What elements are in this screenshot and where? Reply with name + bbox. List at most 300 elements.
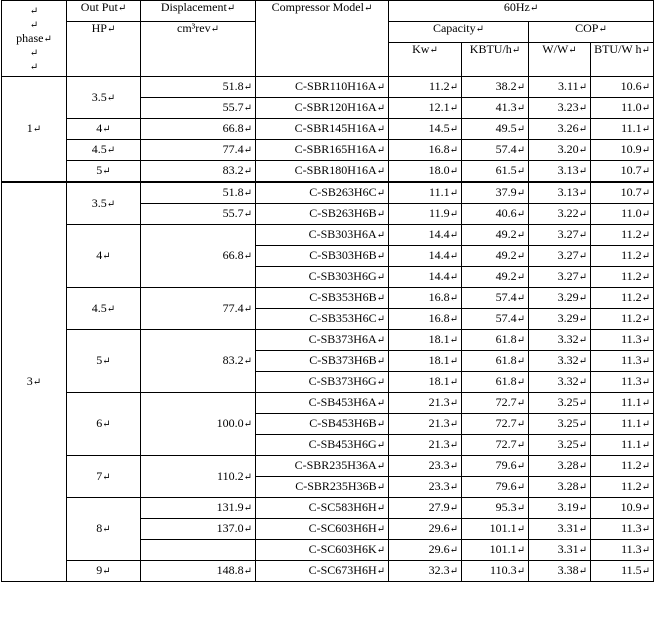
kbtuh-cell: 57.4↵ <box>462 309 529 330</box>
table-row <box>2 182 654 204</box>
displacement-cell-value: 55.7 <box>222 206 244 220</box>
freq-header: 60Hz↵ <box>389 1 654 22</box>
hp-cell-value: 9 <box>96 563 103 577</box>
btuwh-cell-value: 11.5 <box>621 563 642 577</box>
ww-cell: 3.31↵ <box>529 519 591 540</box>
table-row <box>2 140 654 161</box>
model-cell: C-SB263H6C↵ <box>256 182 389 204</box>
phase-header-label: phase <box>16 30 44 45</box>
ww-cell-value: 3.13 <box>557 185 579 199</box>
ww-cell-value: 3.22 <box>557 206 579 220</box>
capacity-header: Capacity↵ <box>389 22 529 43</box>
displacement-header: Displacement↵ <box>141 1 256 22</box>
ww-cell: 3.27↵ <box>529 267 591 288</box>
btuwh-cell: 11.3↵ <box>591 330 654 351</box>
phase-cell: 3↵ <box>2 182 67 582</box>
displacement-cell <box>141 540 256 561</box>
capacity-header-label: Capacity <box>432 21 476 35</box>
kw-cell: 18.1↵ <box>389 372 462 393</box>
hp-cell-value: 5 <box>96 163 103 177</box>
model-cell-value: C-SB373H6B <box>309 353 377 367</box>
kw-cell-value: 27.9 <box>428 500 450 514</box>
kbtuh-cell: 49.2↵ <box>462 246 529 267</box>
btuwh-cell: 11.2↵ <box>591 267 654 288</box>
displacement-cell-value: 77.4 <box>222 300 244 315</box>
kw-cell-value: 11.1 <box>429 185 450 199</box>
btuwh-cell: 11.1↵ <box>591 414 654 435</box>
kbtuh-cell-value: 61.8 <box>495 353 517 367</box>
ww-cell-value: 3.20 <box>557 142 579 156</box>
ww-cell-value: 3.38 <box>557 563 579 577</box>
model-cell-value: C-SB263H6C <box>309 185 377 199</box>
cop-header: COP↵ <box>529 22 654 43</box>
ww-cell: 3.31↵ <box>529 540 591 561</box>
kbtuh-cell: 41.3↵ <box>462 98 529 119</box>
hp-header-label: HP <box>91 21 107 35</box>
kbtuh-cell-value: 49.2 <box>495 269 517 283</box>
table-row <box>2 456 654 477</box>
kw-cell: 11.9↵ <box>389 204 462 225</box>
kbtuh-header-label: KBTU/h <box>469 42 512 56</box>
model-cell-value: C-SB303H6G <box>308 269 377 283</box>
btuwh-cell-value: 11.1 <box>621 395 642 409</box>
displacement-cell: 55.7↵ <box>141 204 256 225</box>
model-cell-value: C-SB453H6A <box>308 395 377 409</box>
model-cell: C-SB373H6B↵ <box>256 351 389 372</box>
hp-cell: 8↵ <box>67 498 141 561</box>
hp-cell: 4.5↵ <box>67 288 141 330</box>
displacement-cell-value: 137.0 <box>216 521 244 535</box>
ww-cell: 3.22↵ <box>529 204 591 225</box>
ww-cell: 3.32↵ <box>529 351 591 372</box>
hp-cell-value: 6 <box>96 416 103 430</box>
hp-cell-value: 5 <box>96 353 103 367</box>
kbtuh-cell-value: 79.6 <box>495 479 517 493</box>
model-cell-value: C-SBR165H16A <box>294 142 377 156</box>
kbtuh-cell-value: 57.4 <box>495 311 517 325</box>
btuwh-cell: 11.3↵ <box>591 372 654 393</box>
table-row <box>2 77 654 98</box>
kbtuh-cell-value: 101.1 <box>489 521 517 535</box>
kbtuh-cell-value: 49.5 <box>495 121 517 135</box>
kw-cell: 11.2↵ <box>389 77 462 98</box>
model-cell-value: C-SBR145H16A <box>294 121 377 135</box>
kw-cell-value: 11.9 <box>429 206 450 220</box>
model-cell: C-SB353H6C↵ <box>256 309 389 330</box>
kbtuh-cell-value: 79.6 <box>495 458 517 472</box>
btuwh-cell: 11.2↵ <box>591 477 654 498</box>
kbtuh-cell-value: 57.4 <box>495 290 517 304</box>
model-cell-value: C-SC583H6H <box>308 500 377 514</box>
kw-cell: 23.3↵ <box>389 477 462 498</box>
table-row <box>2 119 654 140</box>
btuwh-cell-value: 11.1 <box>621 416 642 430</box>
kbtuh-cell-value: 49.2 <box>495 227 517 241</box>
btuwh-cell: 11.0↵ <box>591 204 654 225</box>
kw-cell: 14.4↵ <box>389 246 462 267</box>
btuwh-header-label: BTU/W h <box>594 42 642 56</box>
kbtuh-cell-value: 72.7 <box>495 437 517 451</box>
ww-cell-value: 3.32 <box>557 332 579 346</box>
displacement-cell: 100.0↵ <box>141 393 256 456</box>
ww-cell: 3.29↵ <box>529 288 591 309</box>
model-cell: C-SC583H6H↵ <box>256 498 389 519</box>
kbtuh-cell: 95.3↵ <box>462 498 529 519</box>
ww-cell: 3.19↵ <box>529 498 591 519</box>
btuwh-cell-value: 11.2 <box>621 458 642 472</box>
btuwh-cell: 11.5↵ <box>591 561 654 582</box>
model-cell-value: C-SB303H6A <box>308 227 377 241</box>
displacement-cell-value: 110.2 <box>217 468 244 483</box>
kw-cell-value: 16.8 <box>428 142 450 156</box>
displacement-cell: 83.2↵ <box>141 330 256 393</box>
displacement-cell-value: 77.4 <box>222 142 244 156</box>
btuwh-cell: 11.3↵ <box>591 519 654 540</box>
kbtuh-header: KBTU/h↵ <box>462 43 529 77</box>
kbtuh-cell-value: 57.4 <box>495 142 517 156</box>
table-row <box>2 225 654 246</box>
table-row <box>2 561 654 582</box>
kbtuh-cell-value: 72.7 <box>495 416 517 430</box>
displacement-cell-value: 66.8 <box>222 248 244 262</box>
kbtuh-cell-value: 95.3 <box>495 500 517 514</box>
kbtuh-cell: 110.3↵ <box>462 561 529 582</box>
kbtuh-cell: 38.2↵ <box>462 77 529 98</box>
btuwh-cell-value: 10.9 <box>620 500 642 514</box>
kbtuh-cell: 101.1↵ <box>462 540 529 561</box>
hp-cell-value: 4.5 <box>91 300 107 315</box>
ww-cell: 3.28↵ <box>529 477 591 498</box>
kw-cell-value: 32.3 <box>428 563 450 577</box>
output-header-label: Out Put <box>80 0 118 14</box>
displacement-cell-value: 51.8 <box>222 185 244 199</box>
compressor-model-header-label: Compressor Model <box>271 0 364 14</box>
kw-cell-value: 14.5 <box>428 121 450 135</box>
ww-cell: 3.27↵ <box>529 246 591 267</box>
btuwh-cell-value: 10.7 <box>620 185 642 199</box>
model-cell: C-SB453H6G↵ <box>256 435 389 456</box>
hp-cell: 4.5↵ <box>67 140 141 161</box>
ww-cell: 3.27↵ <box>529 225 591 246</box>
ww-cell: 3.13↵ <box>529 161 591 183</box>
ww-cell-value: 3.26 <box>557 121 579 135</box>
kw-cell-value: 21.3 <box>428 416 450 430</box>
kbtuh-cell: 49.2↵ <box>462 225 529 246</box>
kw-cell: 21.3↵ <box>389 393 462 414</box>
model-cell: C-SB453H6A↵ <box>256 393 389 414</box>
kbtuh-cell: 79.6↵ <box>462 477 529 498</box>
kw-cell: 29.6↵ <box>389 540 462 561</box>
kw-cell: 27.9↵ <box>389 498 462 519</box>
kbtuh-cell: 57.4↵ <box>462 288 529 309</box>
kw-cell-value: 16.8 <box>428 290 450 304</box>
kbtuh-cell: 61.8↵ <box>462 330 529 351</box>
ww-cell-value: 3.32 <box>557 374 579 388</box>
kbtuh-cell-value: 61.8 <box>495 332 517 346</box>
btuwh-cell: 11.3↵ <box>591 351 654 372</box>
output-header: Out Put↵ <box>67 1 141 22</box>
ww-cell: 3.28↵ <box>529 456 591 477</box>
phase-header: ↵ ↵ phase↵ ↵ ↵ <box>2 1 67 77</box>
kbtuh-cell: 61.5↵ <box>462 161 529 183</box>
kbtuh-cell: 49.5↵ <box>462 119 529 140</box>
hp-header: HP↵ <box>67 22 141 77</box>
displacement-cell: 131.9↵ <box>141 498 256 519</box>
kw-cell-value: 23.3 <box>428 458 450 472</box>
ww-cell-value: 3.27 <box>557 269 579 283</box>
ww-cell-value: 3.29 <box>557 290 579 304</box>
displacement-header-label: Displacement <box>160 0 227 14</box>
btuwh-cell: 10.6↵ <box>591 77 654 98</box>
displacement-cell-value: 51.8 <box>222 79 244 93</box>
kbtuh-cell: 49.2↵ <box>462 267 529 288</box>
btuwh-cell-value: 11.2 <box>621 311 642 325</box>
displacement-cell-value: 131.9 <box>216 500 244 514</box>
model-cell: C-SB373H6G↵ <box>256 372 389 393</box>
btuwh-cell-value: 11.3 <box>621 521 642 535</box>
ww-cell-value: 3.27 <box>557 227 579 241</box>
ww-cell: 3.20↵ <box>529 140 591 161</box>
btuwh-cell: 11.2↵ <box>591 456 654 477</box>
btuwh-cell: 11.2↵ <box>591 225 654 246</box>
btuwh-cell-value: 11.3 <box>621 374 642 388</box>
kbtuh-cell-value: 72.7 <box>495 395 517 409</box>
displacement-cell-value: 83.2 <box>222 163 244 177</box>
btuwh-cell: 10.9↵ <box>591 140 654 161</box>
btuwh-cell-value: 10.6 <box>620 79 642 93</box>
table-row <box>2 393 654 414</box>
btuwh-cell: 11.2↵ <box>591 309 654 330</box>
kbtuh-cell: 72.7↵ <box>462 414 529 435</box>
kw-cell: 29.6↵ <box>389 519 462 540</box>
hp-cell: 3.5↵ <box>67 77 141 119</box>
btuwh-cell: 11.1↵ <box>591 393 654 414</box>
displacement-cell-value: 55.7 <box>222 100 244 114</box>
model-cell-value: C-SBR110H16A <box>295 79 377 93</box>
kw-cell: 14.5↵ <box>389 119 462 140</box>
hp-cell: 4↵ <box>67 225 141 288</box>
displacement-cell: 77.4↵ <box>141 288 256 330</box>
cop-header-label: COP <box>575 21 599 35</box>
hp-cell: 6↵ <box>67 393 141 456</box>
table-row <box>2 330 654 351</box>
kw-cell: 21.3↵ <box>389 414 462 435</box>
displacement-cell-value: 83.2 <box>222 353 244 367</box>
ww-cell: 3.32↵ <box>529 372 591 393</box>
ww-cell: 3.25↵ <box>529 435 591 456</box>
ww-cell: 3.26↵ <box>529 119 591 140</box>
kbtuh-cell: 37.9↵ <box>462 182 529 204</box>
ww-cell: 3.13↵ <box>529 182 591 204</box>
model-cell-value: C-SB373H6A <box>308 332 377 346</box>
btuwh-cell: 10.7↵ <box>591 182 654 204</box>
ww-cell-value: 3.13 <box>557 163 579 177</box>
kbtuh-cell: 101.1↵ <box>462 519 529 540</box>
model-cell: C-SBR165H16A↵ <box>256 140 389 161</box>
kbtuh-cell-value: 61.8 <box>495 374 517 388</box>
displacement-unit-header: cm³rev↵ <box>141 22 256 77</box>
model-cell: C-SBR110H16A↵ <box>256 77 389 98</box>
displacement-cell: 77.4↵ <box>141 140 256 161</box>
kw-cell-value: 18.0 <box>428 163 450 177</box>
kbtuh-cell-value: 49.2 <box>495 248 517 262</box>
ww-cell-value: 3.25 <box>557 416 579 430</box>
btuwh-cell: 10.7↵ <box>591 161 654 183</box>
kbtuh-cell-value: 40.6 <box>495 206 517 220</box>
kw-cell: 12.1↵ <box>389 98 462 119</box>
displacement-cell-value: 66.8 <box>222 121 244 135</box>
ww-cell-value: 3.11 <box>558 79 579 93</box>
btuwh-cell-value: 11.3 <box>621 542 642 556</box>
model-cell: C-SBR180H16A↵ <box>256 161 389 183</box>
header-row-1 <box>2 1 654 22</box>
ww-header-label: W/W <box>542 42 569 56</box>
kw-cell-value: 29.6 <box>428 521 450 535</box>
btuwh-cell-value: 11.0 <box>621 206 642 220</box>
kw-cell: 21.3↵ <box>389 435 462 456</box>
btuwh-cell: 11.0↵ <box>591 98 654 119</box>
btuwh-cell-value: 11.2 <box>621 290 642 304</box>
model-cell: C-SBR235H36B↵ <box>256 477 389 498</box>
kbtuh-cell: 79.6↵ <box>462 456 529 477</box>
displacement-cell: 66.8↵ <box>141 225 256 288</box>
model-cell-value: C-SB453H6B <box>309 416 377 430</box>
phase-cell-value: 3 <box>26 374 33 388</box>
hp-cell: 9↵ <box>67 561 141 582</box>
model-cell-value: C-SBR180H16A <box>294 163 377 177</box>
kbtuh-cell-value: 61.5 <box>495 163 517 177</box>
compressor-spec-table <box>1 0 654 582</box>
model-cell-value: C-SB353H6B <box>309 290 377 304</box>
btuwh-cell-value: 11.3 <box>621 332 642 346</box>
kbtuh-cell: 40.6↵ <box>462 204 529 225</box>
btuwh-cell: 10.9↵ <box>591 498 654 519</box>
model-cell: C-SC603H6K↵ <box>256 540 389 561</box>
model-cell-value: C-SB303H6B <box>309 248 377 262</box>
kw-cell-value: 14.4 <box>428 227 450 241</box>
displacement-cell: 51.8↵ <box>141 77 256 98</box>
hp-cell-value: 8 <box>96 521 103 535</box>
hp-cell-value: 4 <box>96 121 103 135</box>
kw-cell: 16.8↵ <box>389 309 462 330</box>
kbtuh-cell: 72.7↵ <box>462 435 529 456</box>
hp-cell: 7↵ <box>67 456 141 498</box>
model-cell-value: C-SB353H6C <box>309 311 377 325</box>
ww-cell-value: 3.28 <box>557 458 579 472</box>
model-cell-value: C-SB373H6G <box>308 374 377 388</box>
btuwh-cell: 11.2↵ <box>591 246 654 267</box>
model-cell: C-SBR120H16A↵ <box>256 98 389 119</box>
kw-cell-value: 18.1 <box>428 374 450 388</box>
displacement-cell: 110.2↵ <box>141 456 256 498</box>
btuwh-cell-value: 11.2 <box>621 269 642 283</box>
kbtuh-cell-value: 110.3 <box>490 563 517 577</box>
btuwh-cell: 11.1↵ <box>591 435 654 456</box>
model-cell-value: C-SB453H6G <box>308 437 377 451</box>
kbtuh-cell-value: 41.3 <box>495 100 517 114</box>
hp-cell-value: 7 <box>96 468 103 483</box>
kw-cell-value: 12.1 <box>428 100 450 114</box>
ww-cell: 3.29↵ <box>529 309 591 330</box>
kw-cell-value: 14.4 <box>428 269 450 283</box>
model-cell-value: C-SC603H6H <box>308 521 377 535</box>
kw-header-label: Kw <box>412 42 430 56</box>
displacement-cell: 51.8↵ <box>141 182 256 204</box>
ww-cell: 3.38↵ <box>529 561 591 582</box>
hp-cell: 4↵ <box>67 119 141 140</box>
kbtuh-cell: 72.7↵ <box>462 393 529 414</box>
ww-header: W/W↵ <box>529 43 591 77</box>
ww-cell-value: 3.27 <box>557 248 579 262</box>
ww-cell-value: 3.31 <box>557 521 579 535</box>
model-cell: C-SC673H6H↵ <box>256 561 389 582</box>
kbtuh-cell-value: 101.1 <box>489 542 517 556</box>
kw-cell-value: 29.6 <box>428 542 450 556</box>
kbtuh-cell-value: 37.9 <box>495 185 517 199</box>
ww-cell: 3.25↵ <box>529 414 591 435</box>
model-cell-value: C-SC603H6K <box>308 542 377 556</box>
kw-cell-value: 18.1 <box>428 332 450 346</box>
ww-cell-value: 3.31 <box>557 542 579 556</box>
phase-cell-value: 1 <box>26 121 33 135</box>
hp-cell: 5↵ <box>67 161 141 183</box>
ww-cell: 3.32↵ <box>529 330 591 351</box>
btuwh-cell-value: 11.2 <box>621 479 642 493</box>
kw-cell-value: 23.3 <box>428 479 450 493</box>
kw-cell: 16.8↵ <box>389 288 462 309</box>
kw-cell: 14.4↵ <box>389 267 462 288</box>
hp-cell-value: 4.5 <box>91 142 107 156</box>
ww-cell-value: 3.28 <box>557 479 579 493</box>
ww-cell-value: 3.29 <box>557 311 579 325</box>
table-row <box>2 498 654 519</box>
kbtuh-cell: 61.8↵ <box>462 372 529 393</box>
kw-header: Kw↵ <box>389 43 462 77</box>
ww-cell: 3.11↵ <box>529 77 591 98</box>
btuwh-cell: 11.2↵ <box>591 288 654 309</box>
btuwh-cell-value: 11.1 <box>621 437 642 451</box>
kw-cell: 32.3↵ <box>389 561 462 582</box>
displacement-cell-value: 100.0 <box>216 416 244 430</box>
displacement-cell: 137.0↵ <box>141 519 256 540</box>
kw-cell: 11.1↵ <box>389 182 462 204</box>
kw-cell: 14.4↵ <box>389 225 462 246</box>
btuwh-cell-value: 11.0 <box>621 100 642 114</box>
model-cell-value: C-SBR120H16A <box>294 100 377 114</box>
btuwh-cell-value: 11.3 <box>621 353 642 367</box>
kw-cell: 18.0↵ <box>389 161 462 183</box>
ww-cell-value: 3.19 <box>557 500 579 514</box>
btuwh-cell-value: 11.1 <box>621 121 642 135</box>
table-body <box>2 1 654 582</box>
hp-cell-value: 4 <box>96 248 103 262</box>
model-cell-value: C-SC673H6H <box>308 563 377 577</box>
model-cell: C-SB303H6B↵ <box>256 246 389 267</box>
ww-cell: 3.25↵ <box>529 393 591 414</box>
model-cell: C-SB303H6G↵ <box>256 267 389 288</box>
kw-cell-value: 21.3 <box>428 437 450 451</box>
model-cell: C-SB263H6B↵ <box>256 204 389 225</box>
btuwh-cell-value: 11.2 <box>621 227 642 241</box>
kw-cell-value: 18.1 <box>428 353 450 367</box>
kw-cell-value: 14.4 <box>428 248 450 262</box>
model-cell-value: C-SB263H6B <box>309 206 377 220</box>
table-row <box>2 161 654 183</box>
phase-cell: 1↵ <box>2 77 67 183</box>
kbtuh-cell: 61.8↵ <box>462 351 529 372</box>
kw-cell: 23.3↵ <box>389 456 462 477</box>
model-cell-value: C-SBR235H36B <box>295 479 377 493</box>
